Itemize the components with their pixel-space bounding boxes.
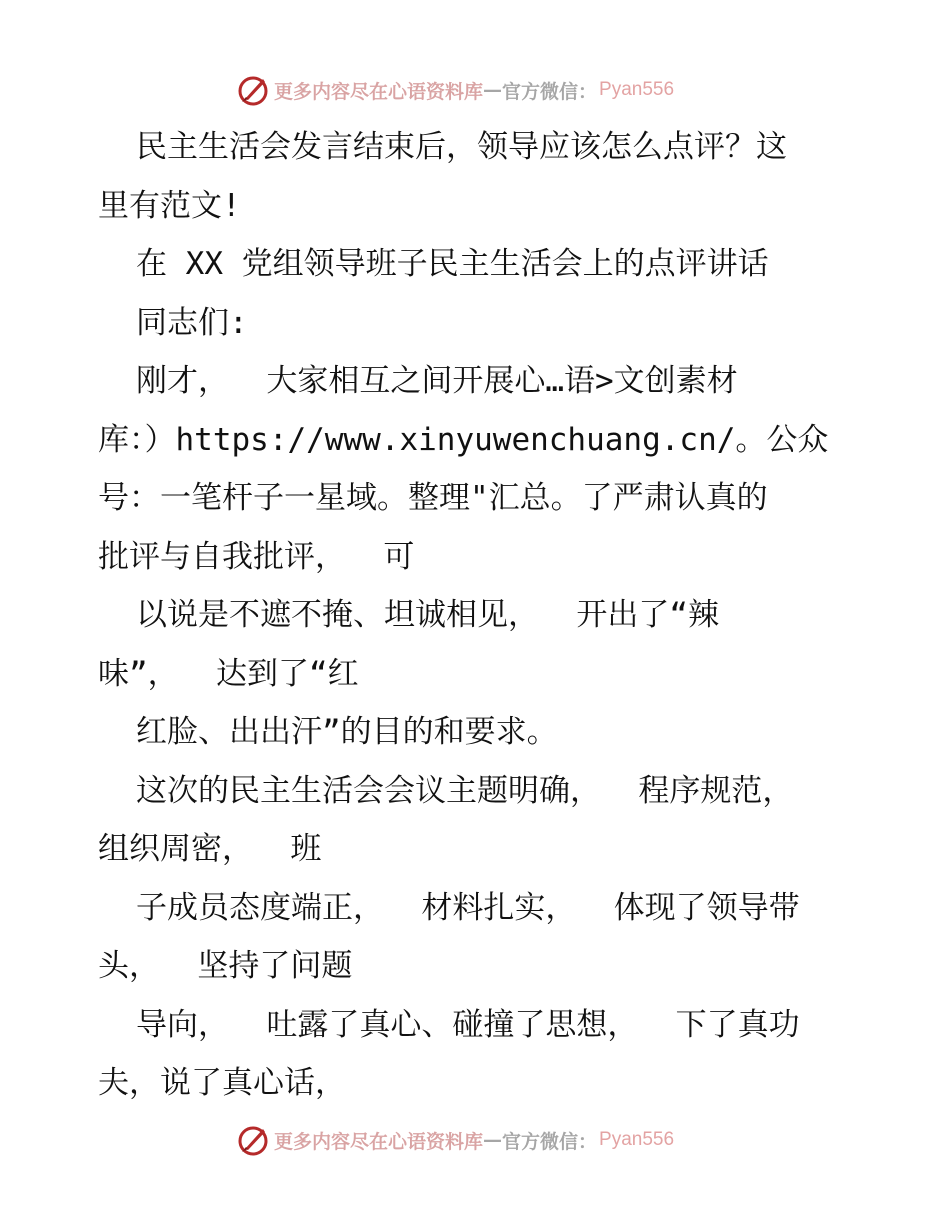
text-line: 这次的民主生活会会议主题明确， 程序规范，	[136, 772, 794, 809]
banner-wechat-label: 官方微信：	[502, 1130, 598, 1153]
footer-banner	[236, 1120, 716, 1160]
text-line: 刚才， 大家相互之间开展心…语>文创素材	[136, 363, 738, 399]
text-line: 里有范文!	[98, 187, 241, 224]
text-line: 号：一笔杆子一星域。整理"汇总。了严肃认真的	[98, 480, 768, 516]
quill-logo-icon	[236, 1123, 270, 1157]
quill-logo-icon	[236, 73, 270, 107]
text-line: 同志们:	[136, 304, 248, 341]
text-line: 红脸、出出汗”的目的和要求。	[136, 714, 558, 750]
banner-main-text: 更多内容尽在心语资料库	[274, 80, 484, 103]
banner-dash: —	[483, 1129, 503, 1151]
text-line: 库：）https://www.xinyuwenchuang.cn/。公众	[98, 421, 829, 458]
text-line: 在 XX 党组领导班子民主生活会上的点评讲话	[136, 246, 769, 282]
banner-main-text: 更多内容尽在心语资料库	[274, 1130, 484, 1153]
text-line: 以说是不遮不掩、坦诚相见， 开出了“辣	[136, 597, 719, 633]
text-line: 子成员态度端正， 材料扎实， 体现了领导带	[136, 889, 800, 926]
header-banner	[236, 70, 716, 110]
text-line: 导向， 吐露了真心、碰撞了思想， 下了真功	[136, 1006, 800, 1043]
banner-wechat-id: Pyan556	[599, 1129, 675, 1150]
banner-wechat-id: Pyan556	[599, 79, 675, 100]
text-line: 味”， 达到了“红	[98, 655, 359, 692]
text-line: 批评与自我批评， 可	[98, 538, 415, 575]
banner-wechat-label: 官方微信：	[502, 80, 598, 103]
body-text	[98, 118, 868, 1113]
banner-dash: —	[483, 79, 503, 101]
text-line: 民主生活会发言结束后，领导应该怎么点评？这	[136, 129, 787, 165]
text-line: 组织周密， 班	[98, 831, 322, 867]
text-line: 头， 坚持了问题	[98, 948, 353, 984]
text-line: 夫，说了真心话，	[98, 1065, 346, 1101]
